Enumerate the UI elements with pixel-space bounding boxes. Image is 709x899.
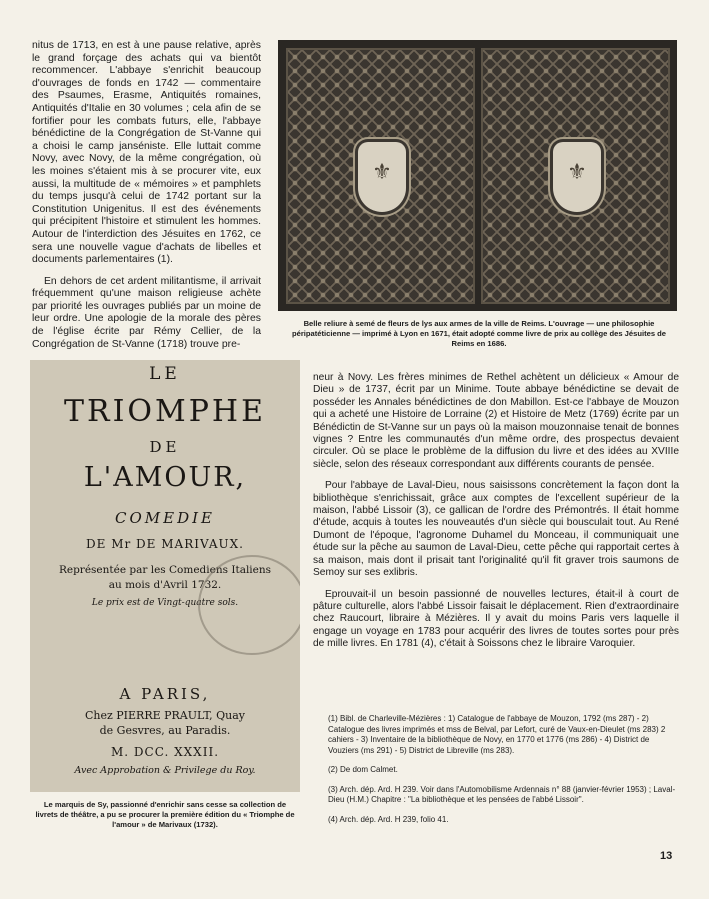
right-text-column [313, 372, 679, 660]
binding-caption: Belle reliure à semé de fleurs de lys aux armes de la ville de Reims. L'ouvrage — une philosophie péripatéticienne — imprimé à Lyon en 1671, était adopté comme livre de prix au collège des Jésuites de Reims en 1686. [291, 319, 667, 348]
footnote: (3) Arch. dép. Ard. H 239. Voir dans l'Automobilisme Ardennais n° 88 (janvier-février 1953) ; Laval-Dieu (H.M.) Chapitre : "La bibliothèque et les pensées de l'abbé Lissoir". [328, 784, 676, 804]
title-line: M. DCC. XXXII. [110, 745, 220, 759]
coat-of-arms-icon [553, 142, 601, 212]
title-line: Chez PIERRE PRAULT, Quay [84, 709, 246, 722]
coat-of-arms-icon [358, 142, 406, 212]
book-binding-photo [278, 40, 677, 311]
title-line: DE [149, 438, 181, 456]
title-line: de Gesvres, au Paradis. [99, 724, 231, 737]
footnote: (2) De dom Calmet. [328, 765, 398, 774]
title-line: au mois d'Avril 1732. [108, 579, 222, 591]
paragraph: En dehors de cet ardent militantisme, il arrivait fréquemment qu'une maison religieuse achète par priorité les ouvrages publiés par un moine de leur ordre. Une apologie de la morale des pères de l'église écrite par Rémy Cellier, de la Congrégation de St-Vanne (1718) trouve pre- [32, 275, 261, 350]
title-page-caption: Le marquis de Sy, passionné d'enrichir sans cesse sa collection de livrets de théâtre, a pu se procurer la première édition du « Triomphe de l'amour » de Marivaux (1732). [35, 800, 295, 829]
paragraph: Pour l'abbaye de Laval-Dieu, nous saisissons concrètement la façon dont la bibliothèque s'enrichissait, grâce aux comptes de l'excellent supérieur de la maison, l'abbé Lissoir (3), ce gallican de l'ordre des Prémontrés. Il était homme d'étude, acquis à toutes les nouveautés d'un siècle qui bousculait tout. Au René Dumont de l'époque, l'agronome Duhamel du Monceau, il communiquait une étude sur la pêche au saumon de Laval-Dieu, cette pêche qui rapportait certes à sa maison, mais dont il prisait tant l'originalité qu'il fit graver trois saumons de Semoy sur ses exlibris. [313, 480, 679, 579]
title-line: DE Mr DE MARIVAUX. [86, 537, 244, 551]
title-line: COMEDIE [115, 509, 215, 527]
page-number: 13 [660, 850, 673, 862]
paragraph: nitus de 1713, en est à une pause relative, après le grand forçage des achats qui va bientôt recommencer. L'abbaye s'enrichit beaucoup d'ouvrages de fonds en 1742 — commentaire des Psaumes, Erasme, Antiquités romaines, Antiquités d'Italie en 30 volumes ; cela afin de se fortifier pour les combats futurs, elle, l'abbaye bénédictine de la Congrégation de St-Vanne qui a choisi le camp janséniste. Elle luttait comme Novy, avec Novy, de la même congrégation, où les moines s'étaient mis à se procurer vite, eux aussi, la multitude de « mémoires » et pamphlets du temps jusqu'à celui de 1742 portant sur la Constitution Unigenitus. Il est des événements qui précipitent l'histoire et stimulent les hommes. Autour de l'interdiction des Jésuites en 1762, ce sera une nouvelle vague d'achats de libelles et documents parlementaires (1). [32, 40, 261, 266]
title-line: A PARIS, [119, 685, 211, 703]
footnote: (1) Bibl. de Charleville-Mézières : 1) Catalogue de l'abbaye de Mouzon, 1792 (ms 287) - 2) Catalogue des livres imprimés et mss de Belval, par Lefort, curé de Vaux-en-Dieulet (ms 283) 2 cahiers - 3) Inventaire de la bibliothèque de Novy, en 1770 et 1776 (ms 286) - 4) District de Vouziers (ms 291) - 5) District de Libreville (ms 283). [328, 714, 666, 755]
footnotes [328, 714, 678, 834]
title-line: L'AMOUR, [83, 462, 247, 493]
paragraph: neur à Novy. Les frères minimes de Rethel achètent un délicieux « Amour de Dieu » de 1737, écrit par un Minime. Toute abbaye bénédictine se devait de posséder les Annales bénédictines de don Mabillon. Est-ce l'abbaye de Mouzon qui a acheté une Histoire de Lorraine (2) et Histoire de Metz (1769) écrite par un Bénédictin de St-Vanne sur un pays où la maison mouzonnaise tenait de bonnes vignes ? Entre les communautés d'un même ordre, des prospectus devaient circuler. Où se place le problème de la diffusion du livre et des idées au XVIIIe siècle, selon des réseaux correspondant aux différents courants de pensée. [313, 372, 679, 470]
title-line: TRIOMPHE [63, 394, 266, 429]
title-line: Représentée par les Comediens Italiens [58, 564, 272, 576]
library-stamp-icon [198, 555, 300, 655]
footnote: (4) Arch. dép. Ard. H 239, folio 41. [328, 814, 449, 824]
title-line: Le prix est de Vingt-quatre sols. [91, 598, 239, 608]
title-line: LE [149, 364, 181, 384]
title-page-photo [30, 360, 300, 792]
binding-cover-right [481, 48, 670, 304]
paragraph: Eprouvait-il un besoin passionné de nouvelles lectures, était-il à court de pâture culturelle, alors l'abbé Lissoir faisait le déplacement. Rien d'extraordinaire chez Raucourt, libraire à Mézières. Il y avait du moins Paris vers laquelle il engage un voyage en 1783 pour acquérir des livres de toutes sortes pour près de mille livres. En 1781 (4), c'était à Soissons chez le libraire Varoquier. [313, 588, 679, 650]
binding-cover-left [286, 48, 475, 304]
title-line: Avec Approbation & Privilege du Roy. [74, 765, 256, 776]
left-text-column [32, 40, 261, 360]
